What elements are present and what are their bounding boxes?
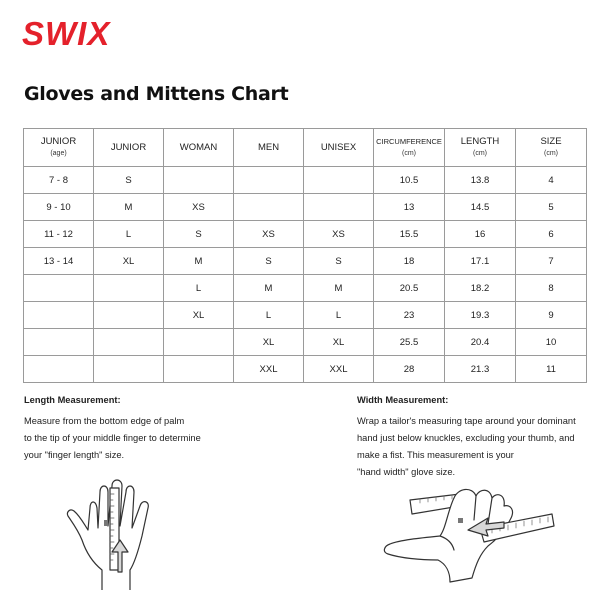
header-length: LENGTH (cm) [445,129,516,167]
table-cell: 5 [516,194,587,221]
table-cell: 13.8 [445,167,516,194]
length-measurement-section [24,392,234,464]
table-row [24,356,587,383]
table-cell: S [94,167,164,194]
table-cell: M [304,275,374,302]
table-cell [94,356,164,383]
width-measurement-section [357,392,592,481]
table-cell: 21.3 [445,356,516,383]
table-cell: 14.5 [445,194,516,221]
table-cell [24,275,94,302]
table-cell: S [304,248,374,275]
length-measurement-line: Measure from the bottom edge of palm [24,416,185,426]
table-cell: 6 [516,221,587,248]
header-unisex: UNISEX [304,129,374,167]
width-measurement-line: "hand width" glove size. [357,467,456,477]
table-cell: L [304,302,374,329]
table-cell: 13 [374,194,445,221]
table-cell: 20.4 [445,329,516,356]
open-hand-ruler-illustration [62,478,172,595]
table-cell: 4 [516,167,587,194]
table-cell: XS [234,221,304,248]
table-cell: S [234,248,304,275]
table-cell: XL [164,302,234,329]
fist-measuring-tape-illustration [380,480,560,595]
table-cell: 11 - 12 [24,221,94,248]
table-cell: 10.5 [374,167,445,194]
table-cell: XS [164,194,234,221]
table-cell: 9 [516,302,587,329]
table-cell: L [94,221,164,248]
length-measurement-heading: Length Measurement: [24,395,121,405]
table-cell: XXL [304,356,374,383]
table-cell: 25.5 [374,329,445,356]
table-cell: 9 - 10 [24,194,94,221]
table-cell: 18 [374,248,445,275]
table-cell: 16 [445,221,516,248]
table-row [24,302,587,329]
table-cell [164,329,234,356]
table-cell: XS [304,221,374,248]
table-cell: L [234,302,304,329]
table-cell: 18.2 [445,275,516,302]
table-cell: XL [94,248,164,275]
table-row [24,248,587,275]
table-row [24,221,587,248]
table-cell: L [164,275,234,302]
table-cell: 23 [374,302,445,329]
table-cell: XXL [234,356,304,383]
width-measurement-line: Wrap a tailor's measuring tape around your dominant [357,416,576,426]
width-measurement-line: make a fist. This measurement is your [357,450,514,460]
table-cell [24,356,94,383]
table-cell [304,194,374,221]
table-cell: XL [234,329,304,356]
table-row [24,329,587,356]
table-row [24,194,587,221]
table-cell: 7 - 8 [24,167,94,194]
width-measurement-line: hand just below knuckles, excluding your thumb, and [357,433,575,443]
logo-text: SWIX [22,20,111,48]
table-cell: 17.1 [445,248,516,275]
table-cell [234,194,304,221]
size-chart-table [23,128,587,383]
table-cell [94,275,164,302]
table-cell [24,302,94,329]
table-cell: 10 [516,329,587,356]
table-cell: 13 - 14 [24,248,94,275]
table-cell [234,167,304,194]
table-cell: 15.5 [374,221,445,248]
table-cell [24,329,94,356]
width-measurement-heading: Width Measurement: [357,395,449,405]
table-cell [304,167,374,194]
header-junior-age: JUNIOR (age) [24,129,94,167]
table-cell: 7 [516,248,587,275]
table-cell: 28 [374,356,445,383]
table-cell: 20.5 [374,275,445,302]
table-cell: XL [304,329,374,356]
table-header-row [24,129,587,167]
header-size: SIZE (cm) [516,129,587,167]
length-measurement-line: your "finger length" size. [24,450,125,460]
header-woman: WOMAN [164,129,234,167]
table-row [24,275,587,302]
table-cell: S [164,221,234,248]
swix-logo [22,20,144,53]
table-cell: 8 [516,275,587,302]
page-title: Gloves and Mittens Chart [24,83,289,105]
table-cell: M [164,248,234,275]
table-cell: M [94,194,164,221]
table-cell: 19.3 [445,302,516,329]
length-measurement-line: to the tip of your middle finger to determine [24,433,201,443]
table-row [24,167,587,194]
table-cell: 11 [516,356,587,383]
table-cell [164,167,234,194]
table-cell [164,356,234,383]
table-cell: M [234,275,304,302]
header-junior: JUNIOR [94,129,164,167]
table-cell [94,302,164,329]
header-men: MEN [234,129,304,167]
header-circumference: CIRCUMFERENCE (cm) [374,129,445,167]
table-cell [94,329,164,356]
